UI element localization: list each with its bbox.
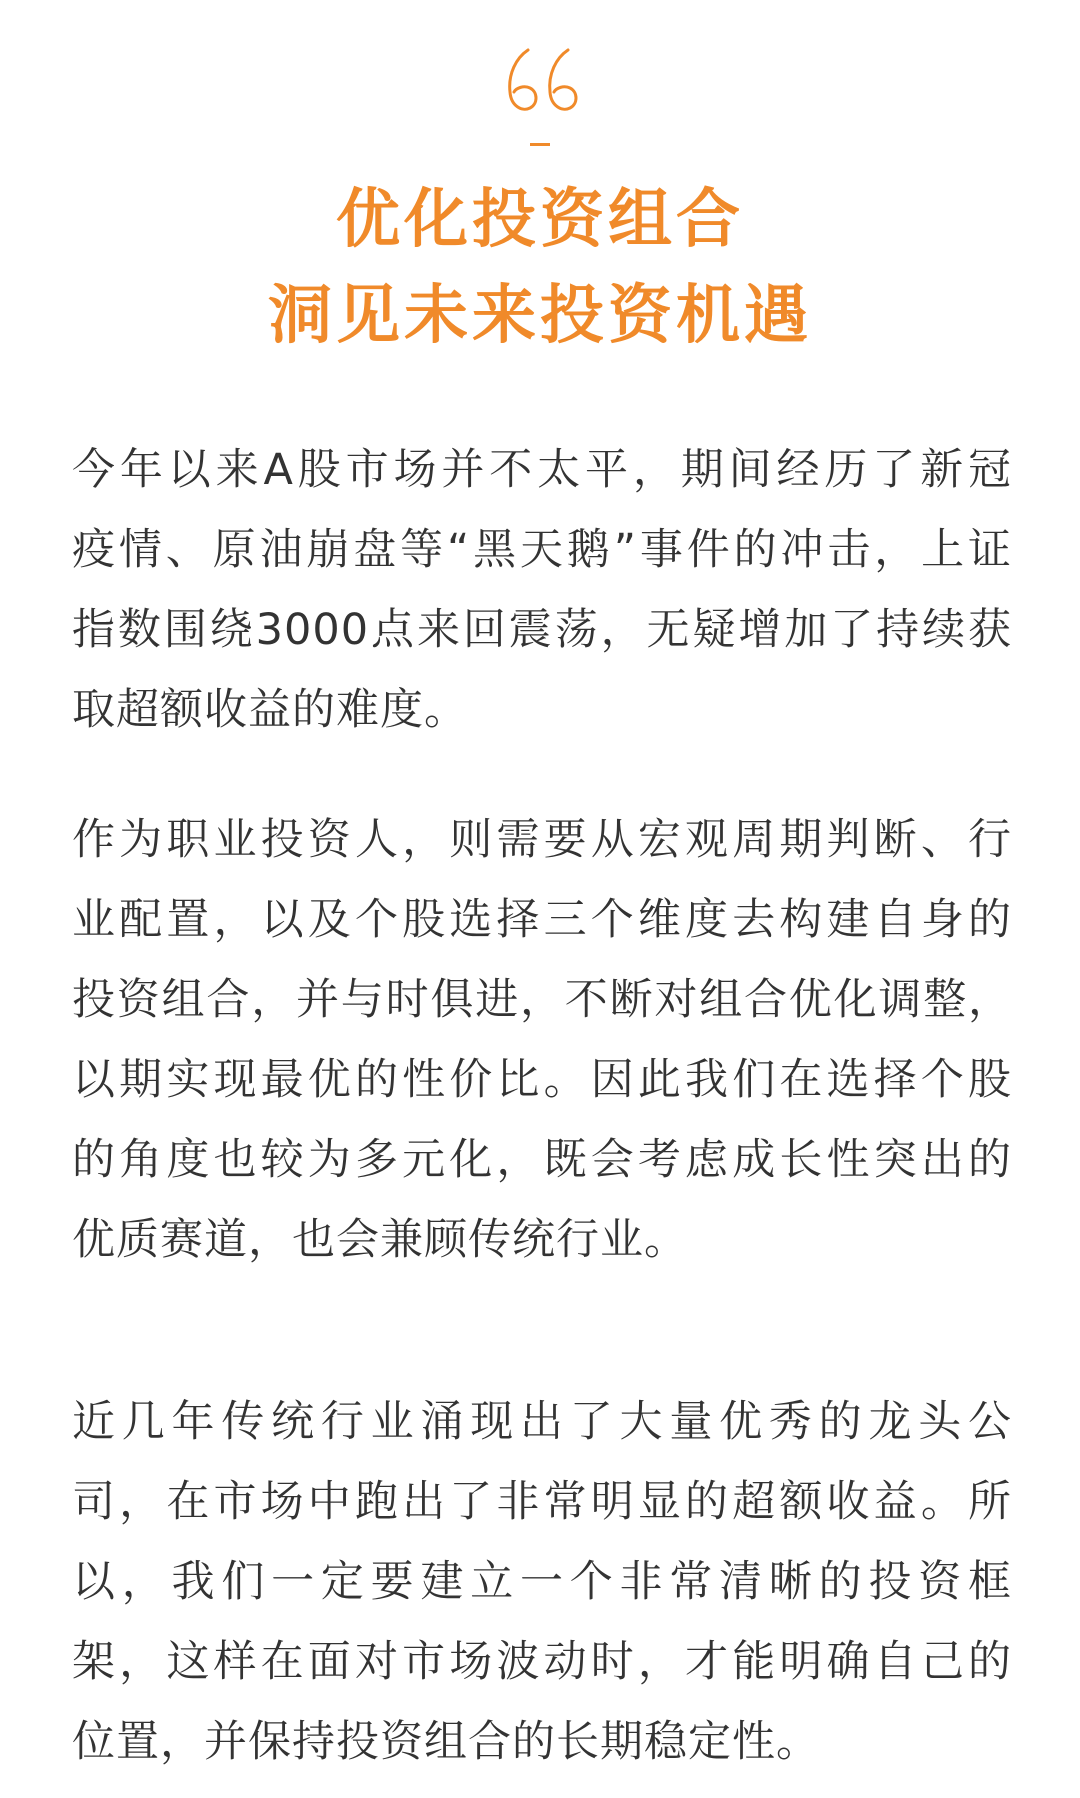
- paragraph-line: 位置，并保持投资组合的长期稳定性。: [72, 1717, 820, 1767]
- paragraph-line: 作为职业投资人，则需要从宏观周期判断、行: [72, 815, 1012, 865]
- paragraph-line: 以，我们一定要建立一个非常清晰的投资框: [72, 1557, 1012, 1607]
- paragraph-line: 的角度也较为多元化，既会考虑成长性突出的: [72, 1135, 1012, 1185]
- paragraph-line: 以期实现最优的性价比。因此我们在选择个股: [72, 1055, 1012, 1105]
- title-divider: [530, 143, 550, 146]
- paragraph-line: 优质赛道，也会兼顾传统行业。: [72, 1215, 688, 1265]
- paragraph-line: 今年以来A股市场并不太平，期间经历了新冠: [72, 445, 1012, 495]
- quote-open-icon: [498, 40, 586, 120]
- page-title-line-1: 优化投资组合: [336, 183, 744, 257]
- page-title-line-2: 洞见未来投资机遇: [268, 279, 812, 353]
- paragraph-line: 指数围绕3000点来回震荡，无疑增加了持续获: [72, 605, 1012, 655]
- paragraph-line: 投资组合，并与时俱进，不断对组合优化调整，: [72, 975, 1012, 1025]
- paragraph-line: 疫情、原油崩盘等“黑天鹅”事件的冲击，上证: [72, 525, 1012, 575]
- paragraph-3: [72, 1382, 1012, 1782]
- paragraph-line: 司，在市场中跑出了非常明显的超额收益。所: [72, 1477, 1012, 1527]
- paragraph-2: [72, 800, 1012, 1280]
- paragraph-1: [72, 430, 1012, 750]
- paragraph-line: 近几年传统行业涌现出了大量优秀的龙头公: [72, 1397, 1012, 1447]
- paragraph-line: 取超额收益的难度。: [72, 685, 468, 735]
- paragraph-line: 架，这样在面对市场波动时，才能明确自己的: [72, 1637, 1012, 1687]
- paragraph-line: 业配置，以及个股选择三个维度去构建自身的: [72, 895, 1012, 945]
